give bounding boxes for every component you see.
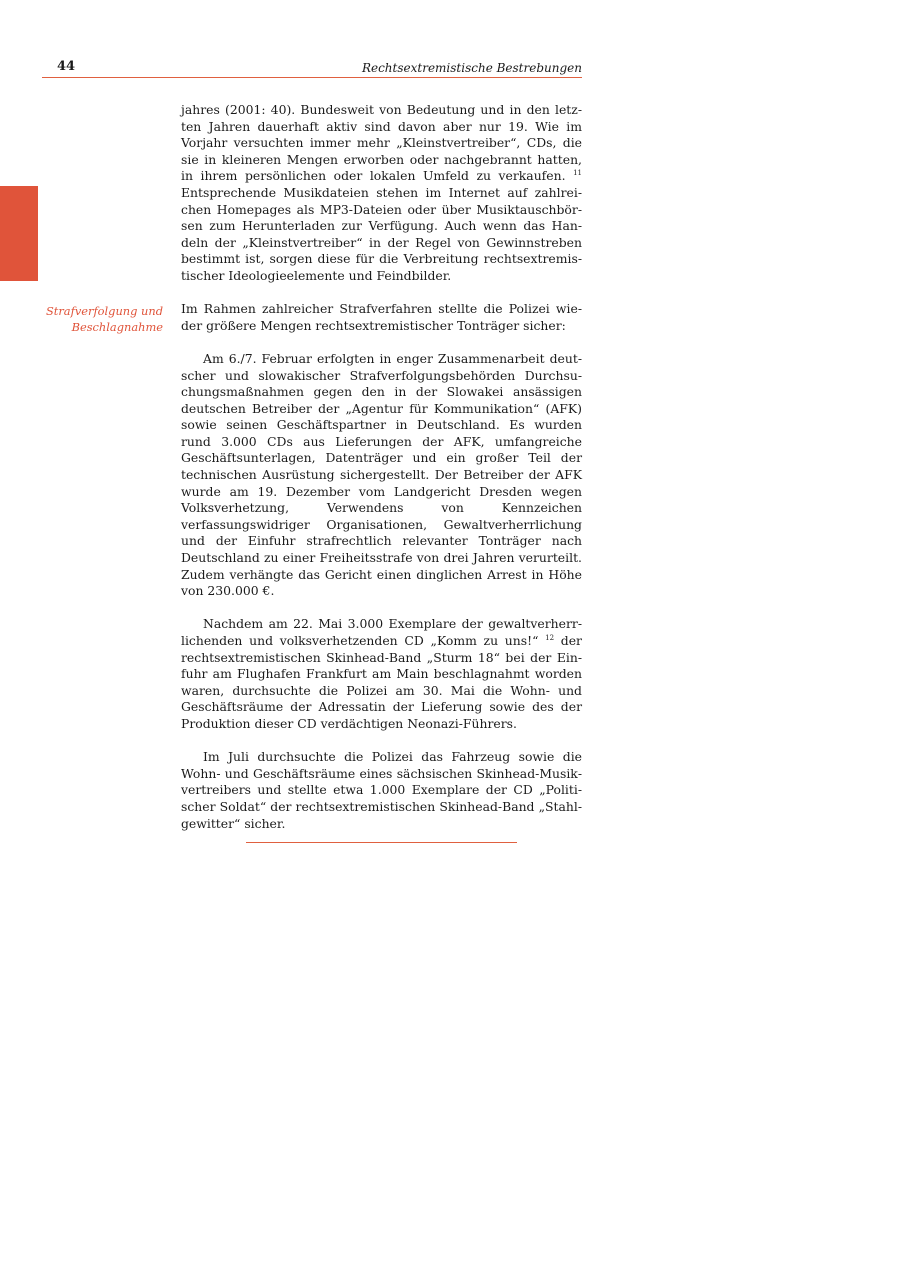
running-head-title: Rechtsextremistische Bestrebungen xyxy=(361,61,582,75)
paragraph-3: Am 6./7. Februar erfolgten in enger Zusammenarbeit deutscher und slowakischer Strafverfolgungsbehörden Durchsuchungsmaßnahmen gegen den in der Slowakei ansässigen deutschen Betreiber der „Agentur für Kommunikation“ (AFK) sowie seinen Geschäftspartner in Deutschland. Es wurden rund 3.000 CDs aus Lieferungen der AFK, umfangreiche Geschäftsunterlagen, Datenträger und ein großer Teil der technischen Ausrüstung sichergestellt. Der Betreiber der AFK wurde am 19. Dezember vom Landgericht Dresden wegen Volksverhetzung, Verwendens von Kennzeichen verfassungswidriger Organisationen, Gewaltverherrlichung und der Einfuhr strafrechtlich relevanter Tonträger nach Deutschland zu einer Freiheitsstrafe von drei Jahren verurteilt. Zudem verhängte das Gericht einen dinglichen Arrest in Höhe von 230.000 €. xyxy=(181,350,582,599)
section-end-rule xyxy=(246,842,517,843)
body-text-column xyxy=(181,102,582,832)
paragraph-4 xyxy=(181,616,582,732)
paragraph-4-text: Nachdem am 22. Mai 3.000 Exemplare der gewaltverherrlichenden und volksverhetzenden CD „Komm zu uns!“ xyxy=(181,616,582,648)
paragraph-5: Im Juli durchsuchte die Polizei das Fahrzeug sowie die Wohn- und Geschäftsräume eines sächsischen Skinhead-Musikvertreibers und stellte etwa 1.000 Exemplare der CD „Politischer Soldat“ der rechtsextremistischen Skinhead-Band „Stahlgewitter“ sicher. xyxy=(181,749,582,831)
footnote-marker-12: 12 xyxy=(545,633,555,642)
margin-note xyxy=(40,303,163,335)
paragraph-2: Im Rahmen zahlreicher Strafverfahren stellte die Polizei wieder größere Mengen rechtsextremistischer Tonträger sicher: xyxy=(181,301,582,333)
page-number: 44 xyxy=(57,59,76,74)
paragraph-4-text-continued: der rechtsextremistischen Skinhead-Band „Sturm 18“ bei der Einfuhr am Flughafen Frankfurt am Main beschlagnahmt worden waren, durchsuchte die Polizei am 30. Mai die Wohn- und Geschäftsräume der Adressatin der Lieferung sowie des der Produktion dieser CD verdächtigen Neonazi-Führers. xyxy=(181,633,582,731)
paragraph-1 xyxy=(181,102,582,285)
paragraph-1-text-continued: Entsprechende Musikdateien stehen im Internet auf zahlreichen Homepages als MP3-Dateien oder über Musiktauschbörsen zum Herunterladen zur Verfügung. Auch wenn das Handeln der „Kleinstvertreiber“ in der Regel von Gewinnstreben bestimmt ist, sorgen diese für die Verbreitung rechtsextremistischer Ideologieelemente und Feindbilder. xyxy=(181,184,582,283)
chapter-side-tab xyxy=(0,186,38,281)
header-rule xyxy=(42,77,582,78)
margin-note-line-1: Strafverfolgung und xyxy=(45,304,163,318)
margin-note-line-2: Beschlagnahme xyxy=(71,320,163,334)
paragraph-1-text: jahres (2001: 40). Bundesweit von Bedeutung und in den letzten Jahren dauerhaft aktiv sind davon aber nur 19. Wie im Vorjahr versuchten immer mehr „Kleinstvertreiber“, CDs, die sie in kleineren Mengen erworben oder nachgebrannt hatten, in ihrem persönlichen oder lokalen Umfeld zu verkaufen. xyxy=(181,102,582,184)
footnote-marker-11: 11 xyxy=(573,169,582,178)
